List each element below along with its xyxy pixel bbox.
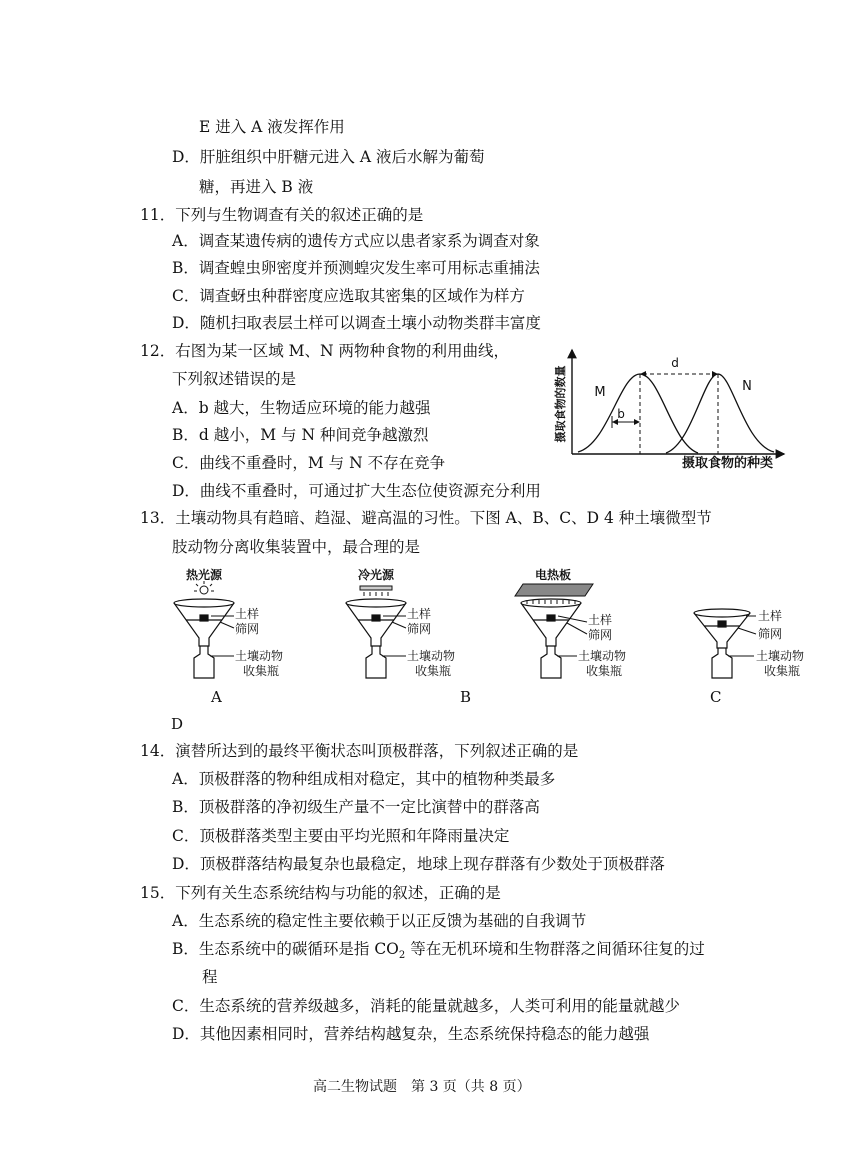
q12-option-d: D．曲线不重叠时，可通过扩大生态位使资源充分利用: [172, 482, 541, 500]
device-d-sample: 土样: [758, 609, 783, 623]
q11-option-a: A．调查某遗传病的遗传方式应以患者家系为调查对象: [172, 232, 540, 250]
heat-lines: [527, 600, 575, 604]
q15-option-b-post: 等在无机环境和生物群落之间循环往复的过: [405, 940, 705, 958]
device-b-mesh: 筛网: [407, 622, 432, 636]
x-axis-label: 摄取食物的种类: [682, 456, 774, 471]
device-c-animal: 土壤动物: [578, 649, 627, 663]
device-b-sample: 土样: [407, 607, 432, 621]
heating-plate-icon: [515, 584, 593, 596]
q10-option-c-continuation: E 进入 A 液发挥作用: [199, 118, 345, 136]
q10-option-d-continuation: 糖，再进入 B 液: [199, 178, 314, 196]
q11-stem: 11．下列与生物调查有关的叙述正确的是: [140, 206, 424, 224]
q14-option-a: A．顶极群落的物种组成相对稳定，其中的植物种类最多: [172, 770, 556, 788]
q15-option-b-subscript: 2: [398, 950, 406, 962]
page-footer: 高二生物试题 第 3 页（共 8 页）: [313, 1079, 531, 1095]
device-a-sample: 土样: [235, 607, 260, 621]
device-b-source-label: 冷光源: [357, 568, 395, 582]
device-letter-a: A: [211, 688, 222, 706]
q15-option-b: [172, 939, 705, 966]
pointer-mesh: [220, 622, 234, 628]
q13-stem-line2: 肢动物分离收集装置中，最合理的是: [172, 538, 421, 556]
q15-option-a: A．生态系统的稳定性主要依赖于以正反馈为基础的自我调节: [172, 912, 587, 930]
device-c: [505, 566, 650, 686]
q11-option-b: B．调查蝗虫卵密度并预测蝗灾发生率可用标志重捕法: [172, 259, 540, 277]
device-b-bottle: 收集瓶: [415, 664, 452, 678]
q12-option-c: C．曲线不重叠时，M 与 N 不存在竞争: [172, 454, 446, 472]
q12-option-a: A．b 越大，生物适应环境的能力越强: [172, 399, 431, 417]
device-a-mesh: 筛网: [235, 622, 260, 636]
q15-option-b-pre: B．生态系统中的碳循环是指 CO: [172, 940, 399, 958]
device-a-source-label: 热光源: [185, 568, 223, 582]
device-a-bottle: 收集瓶: [243, 664, 280, 678]
q15-option-d: D．其他因素相同时，营养结构越复杂，生态系统保持稳态的能力越强: [172, 1025, 650, 1043]
funnel: [346, 599, 406, 678]
device-c-sample: 土样: [588, 613, 613, 627]
label-m: M: [594, 385, 606, 400]
q11-option-d: D．随机扫取表层土样可以调查土壤小动物类群丰富度: [172, 314, 541, 332]
q13-stem-line1: 13．土壤动物具有趋暗、趋湿、避高温的习性。下图 A、B、C、D 4 种土壤微型节: [140, 509, 712, 527]
q15-stem: 15．下列有关生态系统结构与功能的叙述，正确的是: [140, 884, 501, 902]
q14-option-c: C．顶极群落类型主要由平均光照和年降雨量决定: [172, 827, 510, 845]
pointer-mesh: [567, 623, 587, 634]
device-b: [336, 566, 476, 686]
funnel: [521, 599, 581, 678]
q14-option-b: B．顶极群落的净初级生产量不一定比演替中的群落高: [172, 798, 540, 816]
device-d-animal: 土壤动物: [756, 649, 805, 663]
pointer-mesh: [738, 628, 756, 634]
device-a: [164, 566, 304, 686]
device-d-mesh: 筛网: [758, 627, 783, 641]
device-c-bottle: 收集瓶: [586, 664, 623, 678]
device-d-bottle: 收集瓶: [764, 664, 801, 678]
label-d: d: [671, 356, 679, 370]
q11-option-c: C．调查蚜虫种群密度应选取其密集的区域作为样方: [172, 287, 525, 305]
device-d: [680, 566, 820, 686]
device-b-animal: 土壤动物: [407, 649, 456, 663]
device-letter-d: D: [171, 715, 184, 733]
q15-option-b-continuation: 程: [202, 968, 218, 986]
q10-option-d: D．肝脏组织中肝糖元进入 A 液后水解为葡萄: [172, 148, 485, 166]
q15-option-c: C．生态系统的营养级越多，消耗的能量就越多，人类可利用的能量就越少: [172, 997, 680, 1015]
q14-option-d: D．顶极群落结构最复杂也最稳定，地球上现存群落有少数处于顶极群落: [172, 855, 665, 873]
pointer-sample: [558, 616, 587, 622]
device-c-source-label: 电热板: [534, 568, 572, 582]
funnel: [694, 609, 750, 678]
q12-stem-line1: 12．右图为某一区域 M、N 两物种食物的利用曲线，: [140, 342, 510, 360]
q12-option-b: B．d 越小，M 与 N 种间竞争越激烈: [172, 426, 429, 444]
label-b: b: [617, 407, 625, 421]
curve-n: [666, 374, 774, 453]
q14-stem: 14．演替所达到的最终平衡状态叫顶极群落，下列叙述正确的是: [140, 742, 579, 760]
pointer-mesh: [392, 622, 406, 628]
device-letter-c: C: [710, 688, 722, 706]
hot-bulb-icon: [194, 581, 214, 594]
label-n: N: [742, 379, 752, 394]
y-axis-label: 摄取食物的数量: [554, 365, 567, 443]
funnel: [174, 599, 234, 678]
device-c-mesh: 筛网: [588, 628, 613, 642]
device-letter-b: B: [460, 688, 472, 706]
cold-light-icon: [360, 586, 392, 596]
device-a-animal: 土壤动物: [235, 649, 284, 663]
q12-stem-line2: 下列叙述错误的是: [172, 370, 297, 388]
